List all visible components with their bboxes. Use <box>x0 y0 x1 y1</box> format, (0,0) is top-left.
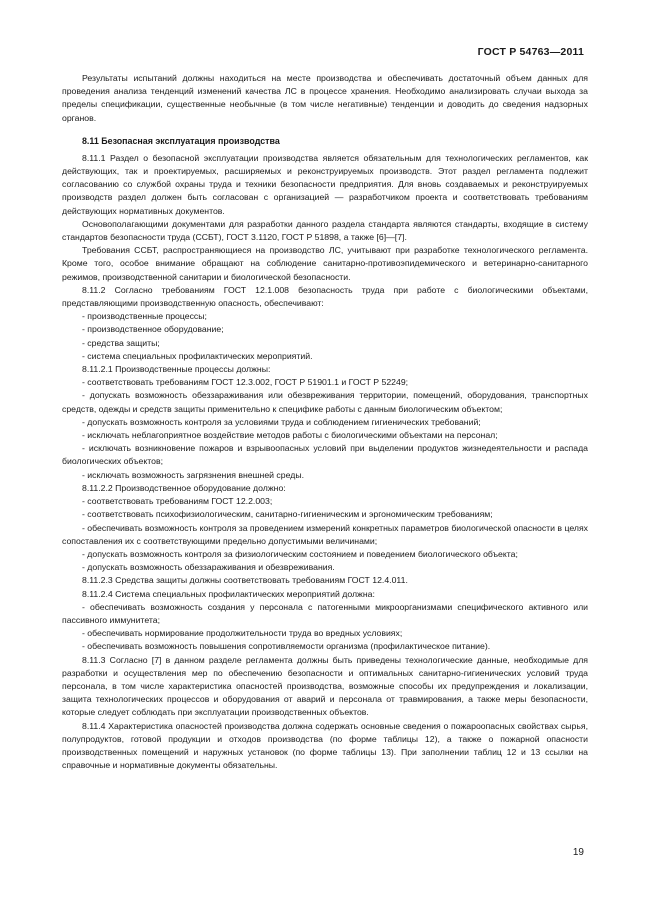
list-item: - производственное оборудование; <box>82 324 224 335</box>
list-item: - допускать возможность контроля за условиями труда и соблюдением гигиенических требований; <box>82 416 481 427</box>
section-heading: 8.11 Безопасная эксплуатация производства <box>82 135 280 146</box>
list-item: - исключать неблагоприятное воздействие методов работы с биологическими объектами на персонал; <box>82 430 498 441</box>
paragraph: 8.11.2 Согласно требованиям ГОСТ 12.1.008 безопасность труда при работе с биологическими объектами, представляющими производственную опасность, обеспечивают: <box>62 284 588 309</box>
paragraph: 8.11.2.1 Производственные процессы должны: <box>82 364 271 375</box>
list-item: - обеспечивать нормирование продолжительности труда во вредных условиях; <box>82 628 403 639</box>
intro-paragraph: Результаты испытаний должны находиться на месте производства и обеспечивать достаточный объем данных для проведения анализа тенденций изменений качества ЛС в процессе хранения. Необходимо анализировать случаи выхода за пределы спецификации, существенные необычные (в том числе негативные) тенденции и доводить до сведения надзорных органов. <box>62 73 588 123</box>
paragraph: 8.11.3 Согласно [7] в данном разделе регламента должны быть приведены технологические данные, необходимые для разработки и осуществления мер по обеспечению безопасности и оптимальных санитарно-гигиенических условий труда персонала, в том числе характеристика опасностей производства, возможные способы их предупреждения и локализации, защита технологических процессов и оборудования от аварий и персонала от травмирования, а также меры безопасности, которые следует соблюдать при эксплуатации производственных объектов. <box>62 654 588 718</box>
list-item: - допускать возможность обеззараживания и обезвреживания. <box>82 562 335 573</box>
page-number: 19 <box>572 847 584 858</box>
paragraph: 8.11.4 Характеристика опасностей производства должна содержать основные сведения о пожароопасных свойствах сырья, полупродуктов, готовой продукции и отходов производства (по форме таблицы 12), а также о пожарной опасности производственных помещений и наружных установок (по форме таблицы 13). При заполнении таблиц 12 и 13 ссылки на справочные и нормативные документы обязательны. <box>62 720 588 771</box>
list-item: - исключать возникновение пожаров и взрывоопасных условий при выделении продуктов жизнедеятельности и распада биологических объектов; <box>62 443 588 467</box>
paragraph: 8.11.1 Раздел о безопасной эксплуатации производства является обязательным для технологических регламентов, как действующих, так и проектируемых, расширяемых и реконструируемых производств. Этот раздел регламента подлежит согласованию со службой охраны труда и техники безопасности предприятия. Для вновь создаваемых и реконструируемых производств раздел должен быть согласован с организацией — разработчиком проекта и соответствовать требованиям действующих нормативных документов. <box>62 152 588 216</box>
list-item: - производственные процессы; <box>82 311 207 322</box>
paragraph: 8.11.2.2 Производственное оборудование должно: <box>82 482 286 493</box>
list-item: - система специальных профилактических мероприятий. <box>82 350 313 361</box>
list-item: - соответствовать требованиям ГОСТ 12.2.003; <box>82 496 273 507</box>
paragraph: Основополагающими документами для разработки данного раздела стандарта являются стандарты, входящие в систему стандартов безопасности труда (ССБТ), ГОСТ 3.1120, ГОСТ Р 51898, а также [6]—[7]. <box>62 218 588 243</box>
paragraph: 8.11.2.3 Средства защиты должны соответствовать требованиям ГОСТ 12.4.011. <box>82 575 408 586</box>
list-item: - допускать возможность обеззараживания или обезвреживания территории, помещений, оборудования, транспортных средств, одежды и средств защиты применительно к специфике работы с данным биологическим объектом; <box>62 390 588 414</box>
list-item: - соответствовать требованиям ГОСТ 12.3.002, ГОСТ Р 51901.1 и ГОСТ Р 52249; <box>82 377 409 388</box>
list-item: - обеспечивать возможность контроля за проведением измерений конкретных параметров биологической опасности в целях сопоставления их с соответствующими предельно допустимыми величинами; <box>62 522 588 546</box>
list-item: - обеспечивать возможность создания у персонала с патогенными микроорганизмами специфического активного или пассивного иммунитета; <box>62 601 588 625</box>
list-item: - средства защиты; <box>82 337 160 348</box>
list-item: - допускать возможность контроля за физиологическим состоянием и поведением биологического объекта; <box>82 548 518 559</box>
list-item: - обеспечивать возможность повышения сопротивляемости организма (профилактическое питание). <box>82 641 491 652</box>
list-item: - исключать возможность загрязнения внешней среды. <box>82 469 304 480</box>
paragraph: Требования ССБТ, распространяющиеся на производство ЛС, учитывают при разработке технологического регламента. Кроме того, особое внимание обращают на соблюдение санитарно-противоэпидемического и ветеринарно-санитарного режимов, производственной санитарии и биологической безопасности. <box>62 245 588 282</box>
page-content <box>62 72 588 772</box>
standard-header: ГОСТ Р 54763—2011 <box>477 46 584 58</box>
list-item: - соответствовать психофизиологическим, санитарно-гигиеническим и эргономическим требованиям; <box>82 509 493 520</box>
paragraph: 8.11.2.4 Система специальных профилактических мероприятий должна: <box>82 588 375 599</box>
